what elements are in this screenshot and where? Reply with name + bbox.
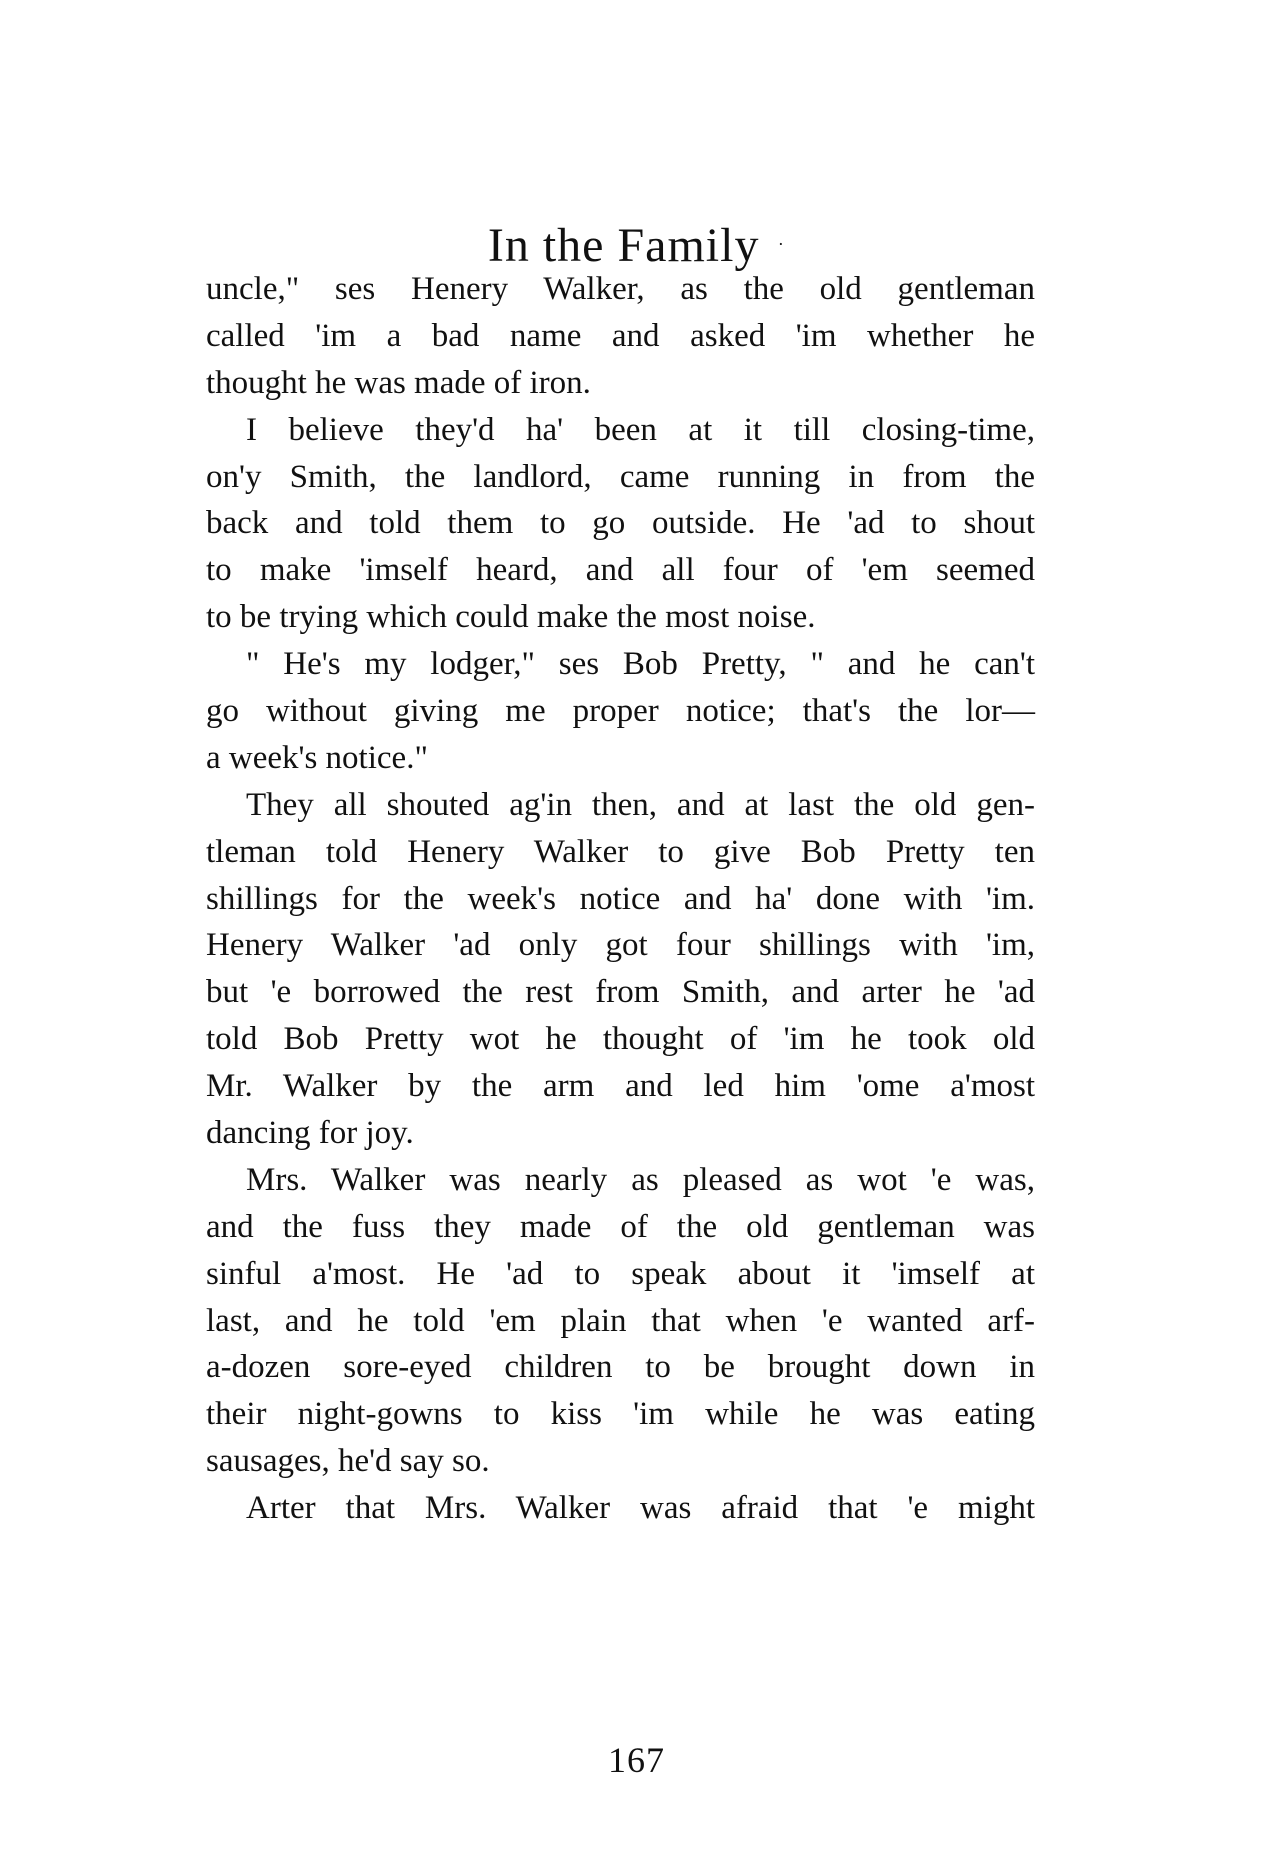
text-line: Mr. Walker by the arm and led him 'ome a'most: [206, 1068, 1035, 1105]
body-text: [206, 266, 1035, 1532]
text-line: " He's my lodger," ses Bob Pretty, " and he can't: [246, 646, 1035, 683]
text-line: go without giving me proper notice; that's the lor—: [206, 693, 1035, 730]
text-line: They all shouted ag'in then, and at last the old gen-: [246, 786, 1035, 823]
text-line: a-dozen sore-eyed children to be brought down in: [206, 1349, 1035, 1386]
text-line: Arter that Mrs. Walker was afraid that 'e might: [246, 1490, 1035, 1527]
text-line: sausages, he'd say so.: [206, 1443, 490, 1480]
text-line: to make 'imself heard, and all four of 'em seemed: [206, 552, 1035, 589]
text-line: sinful a'most. He 'ad to speak about it 'imself at: [206, 1255, 1035, 1292]
text-line: Henery Walker 'ad only got four shillings with 'im,: [206, 927, 1035, 964]
text-line: shillings for the week's notice and ha' done with 'im.: [206, 880, 1035, 917]
stray-mark: ˙: [777, 238, 786, 261]
text-line: their night-gowns to kiss 'im while he was eating: [206, 1396, 1035, 1433]
running-head-text: In the Family: [487, 219, 760, 272]
text-line: called 'im a bad name and asked 'im whether he: [206, 317, 1035, 354]
text-line: tleman told Henery Walker to give Bob Pretty ten: [206, 833, 1035, 870]
text-line: but 'e borrowed the rest from Smith, and arter he 'ad: [206, 974, 1035, 1011]
text-line: a week's notice.": [206, 739, 428, 776]
text-line: uncle," ses Henery Walker, as the old gentleman: [206, 271, 1035, 307]
text-line: Mrs. Walker was nearly as pleased as wot 'e was,: [246, 1161, 1035, 1198]
page-number: 167: [608, 1740, 665, 1780]
text-line: told Bob Pretty wot he thought of 'im he took old: [206, 1021, 1035, 1058]
text-line: thought he was made of iron.: [206, 364, 591, 401]
text-line: dancing for joy.: [206, 1115, 414, 1152]
text-line: last, and he told 'em plain that when 'e wanted arf-: [206, 1302, 1035, 1339]
text-line: I believe they'd ha' been at it till closing-time,: [246, 411, 1035, 448]
text-line: on'y Smith, the landlord, came running in from the: [206, 458, 1035, 495]
text-line: to be trying which could make the most noise.: [206, 599, 816, 636]
text-line: and the fuss they made of the old gentleman was: [206, 1208, 1035, 1245]
text-line: back and told them to go outside. He 'ad to shout: [206, 505, 1035, 542]
